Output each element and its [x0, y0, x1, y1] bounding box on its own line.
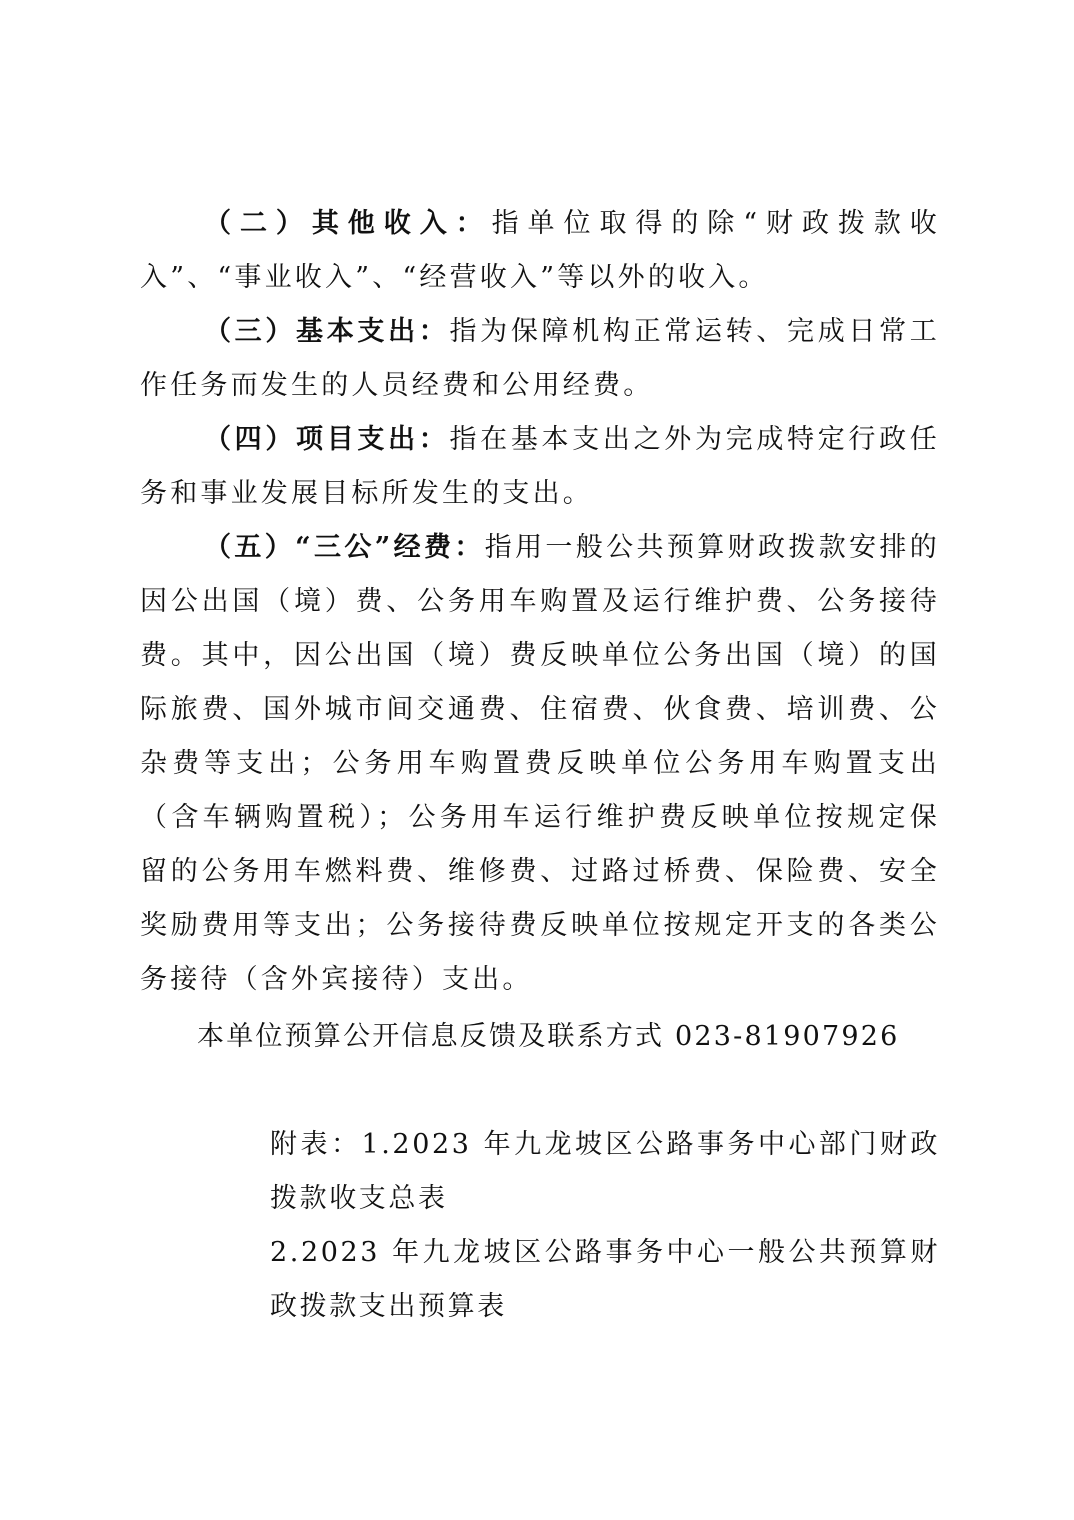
paragraph-body: 指用一般公共预算财政拨款安排的因公出国（境）费、公务用车购置及运行维护费、公务接待费。其中，因公出国（境）费反映单位公务出国（境）的国际旅费、国外城市间交通费、住宿费、伙食费、培训费、公杂费等支出；公务用车购置费反映单位公务用车购置支出（含车辆购置税）；公务用车运行维护费反映单位按规定保留的公务用车燃料费、维修费、过路过桥费、保险费、安全奖励费用等支出；公务接待费反映单位按规定开支的各类公务接待（含外宾接待）支出。 — [140, 532, 940, 995]
paragraph-three-public-expenses — [140, 521, 940, 1007]
paragraph-project-expenditure — [140, 413, 940, 521]
paragraph-other-income — [140, 197, 940, 305]
attachment-item: 2.2023 年九龙坡区公路事务中心一般公共预算财政拨款支出预算表 — [270, 1237, 940, 1322]
paragraph-body: 指在基本支出之外为完成特定行政任务和事业发展目标所发生的支出。 — [140, 424, 940, 509]
paragraph-heading: （五）“三公”经费： — [204, 532, 485, 563]
attachment-item: 附表：1.2023 年九龙坡区公路事务中心部门财政拨款收支总表 — [270, 1129, 940, 1214]
paragraph-body: 指为保障机构正常运转、完成日常工作任务而发生的人员经费和公用经费。 — [140, 316, 940, 401]
paragraph-heading: （二）其他收入： — [204, 208, 492, 239]
paragraph-basic-expenditure — [140, 305, 940, 413]
paragraph-body: 指单位取得的除“财政拨款收入”、“事业收入”、“经营收入”等以外的收入。 — [140, 208, 940, 293]
paragraph-heading: （三）基本支出： — [204, 316, 450, 347]
paragraph-heading: （四）项目支出： — [204, 424, 450, 455]
contact-info: 本单位预算公开信息反馈及联系方式 023-81907926 — [197, 1021, 900, 1052]
